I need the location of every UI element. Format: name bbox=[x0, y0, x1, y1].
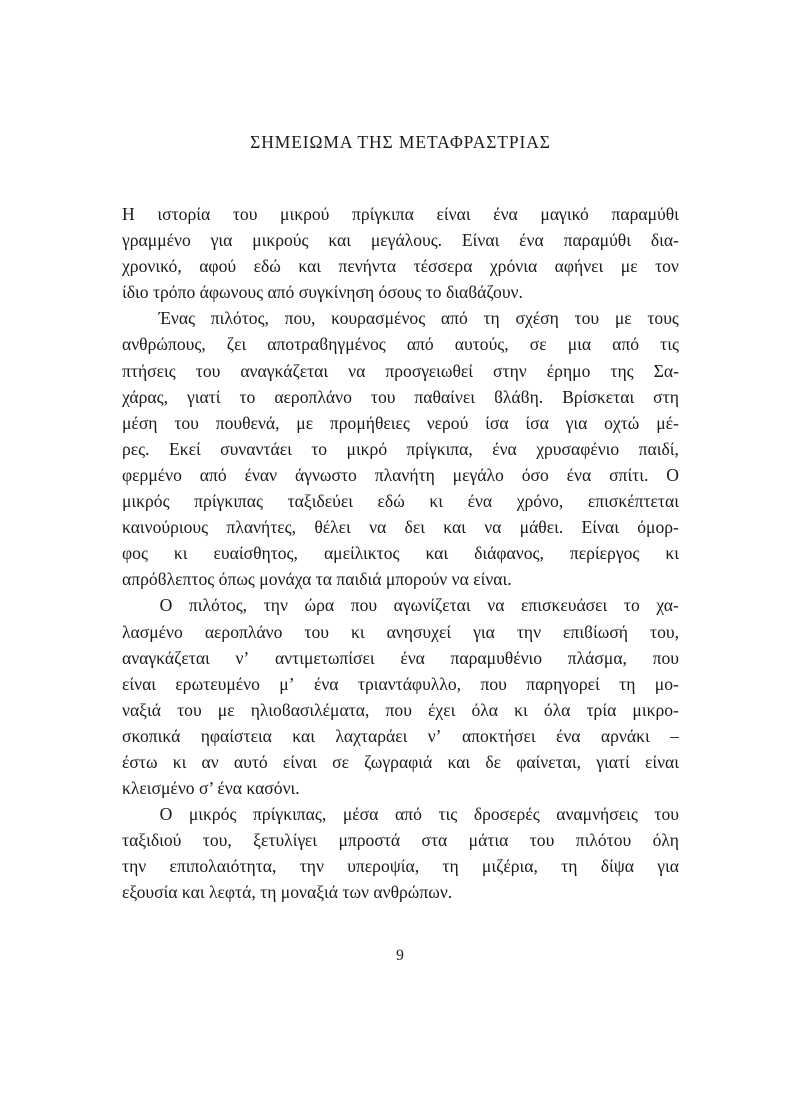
paragraph bbox=[122, 801, 679, 905]
text-line: εξουσία και λεφτά, τη μοναξιά των ανθρώπων. bbox=[122, 882, 453, 903]
text-line: έστω κι αν αυτό είναι σε ζωγραφιά και δε φαίνεται, γιατί είναι bbox=[122, 751, 679, 772]
text-line: σκοπικά ηφαίστεια και λαχταράει ν’ αποκτήσει ένα αρνάκι – bbox=[122, 725, 679, 746]
text-line: είναι ερωτευμένο μ’ ένα τριαντάφυλλο, που παρηγορεί τη μο- bbox=[122, 673, 679, 694]
text-line: μέση του πουθενά, με προμήθειες νερού ίσα ίσα για οχτώ μέ- bbox=[122, 412, 679, 433]
text-line: καινούριους πλανήτες, θέλει να δει και να μάθει. Είναι όμορ- bbox=[122, 517, 679, 538]
text-line: Η ιστορία του μικρού πρίγκιπα είναι ένα μαγικό παραμύθι bbox=[122, 204, 679, 224]
text-line: αναγκάζεται ν’ αντιμετωπίσει ένα παραμυθένιο πλάσμα, που bbox=[122, 647, 679, 668]
text-line: ταξιδιού του, ξετυλίγει μπροστά στα μάτια του πιλότου όλη bbox=[122, 830, 679, 851]
text-line: χάρας, γιατί το αεροπλάνο του παθαίνει ϐλάϐη. Βρίσκεται στη bbox=[122, 386, 679, 407]
paragraph bbox=[122, 592, 679, 801]
text-line: ναξιά του με ηλιοϐασιλέματα, που έχει όλα κι όλα τρία μικρο- bbox=[122, 699, 679, 720]
text-line: ίδιο τρόπο άφωνους από συγκίνηση όσους το διαϐάζουν. bbox=[122, 282, 523, 303]
text-line: ρες. Εκεί συναντάει το μικρό πρίγκιπα, ένα χρυσαφένιο παιδί, bbox=[122, 438, 679, 459]
page-title: ΣΗΜΕΙΩΜΑ ΤΗΣ ΜΕΤΑΦΡΑΣΤΡΙΑΣ bbox=[250, 132, 551, 152]
text-line: την επιπολαιότητα, την υπεροψία, τη μιζέρια, τη δίψα για bbox=[122, 856, 679, 877]
text-line: λασμένο αεροπλάνο του κι ανησυχεί για την επιϐίωσή του, bbox=[122, 621, 679, 642]
body-copy bbox=[122, 201, 679, 906]
text-line: γραμμένο για μικρούς και μεγάλους. Είναι ένα παραμύθι δια- bbox=[122, 230, 679, 251]
text-line: πτήσεις του αναγκάζεται να προσγειωθεί στην έρημο της Σα- bbox=[122, 360, 679, 381]
page-number: 9 bbox=[396, 947, 404, 964]
text-line: φος κι ευαίσθητος, αμείλικτος και διάφανος, περίεργος κι bbox=[122, 543, 679, 564]
page-text-block bbox=[122, 132, 679, 906]
text-line: απρόϐλεπτος όπως μονάχα τα παιδιά μπορούν να είναι. bbox=[122, 569, 512, 590]
paragraph bbox=[122, 305, 679, 592]
text-line: Ένας πιλότος, που, κουρασμένος από τη σχέση του με τους bbox=[158, 308, 679, 329]
text-line: κλεισμένο σ’ ένα κασόνι. bbox=[122, 778, 300, 799]
text-line: ανθρώπους, ζει αποτραϐηγμένος από αυτούς, σε μια από τις bbox=[122, 334, 679, 355]
text-line: φερμένο από έναν άγνωστο πλανήτη μεγάλο όσο ένα σπίτι. Ο bbox=[122, 464, 679, 485]
text-line: Ο πιλότος, την ώρα που αγωνίζεται να επισκευάσει το χα- bbox=[159, 595, 679, 616]
paragraph-list bbox=[122, 201, 679, 906]
text-line: μικρός πρίγκιπας ταξιδεύει εδώ κι ένα χρόνο, επισκέπτεται bbox=[122, 491, 679, 512]
paragraph bbox=[122, 201, 679, 305]
text-line: Ο μικρός πρίγκιπας, μέσα από τις δροσερές αναμνήσεις του bbox=[159, 804, 679, 825]
text-line: χρονικό, αφού εδώ και πενήντα τέσσερα χρόνια αφήνει με τον bbox=[122, 256, 679, 277]
